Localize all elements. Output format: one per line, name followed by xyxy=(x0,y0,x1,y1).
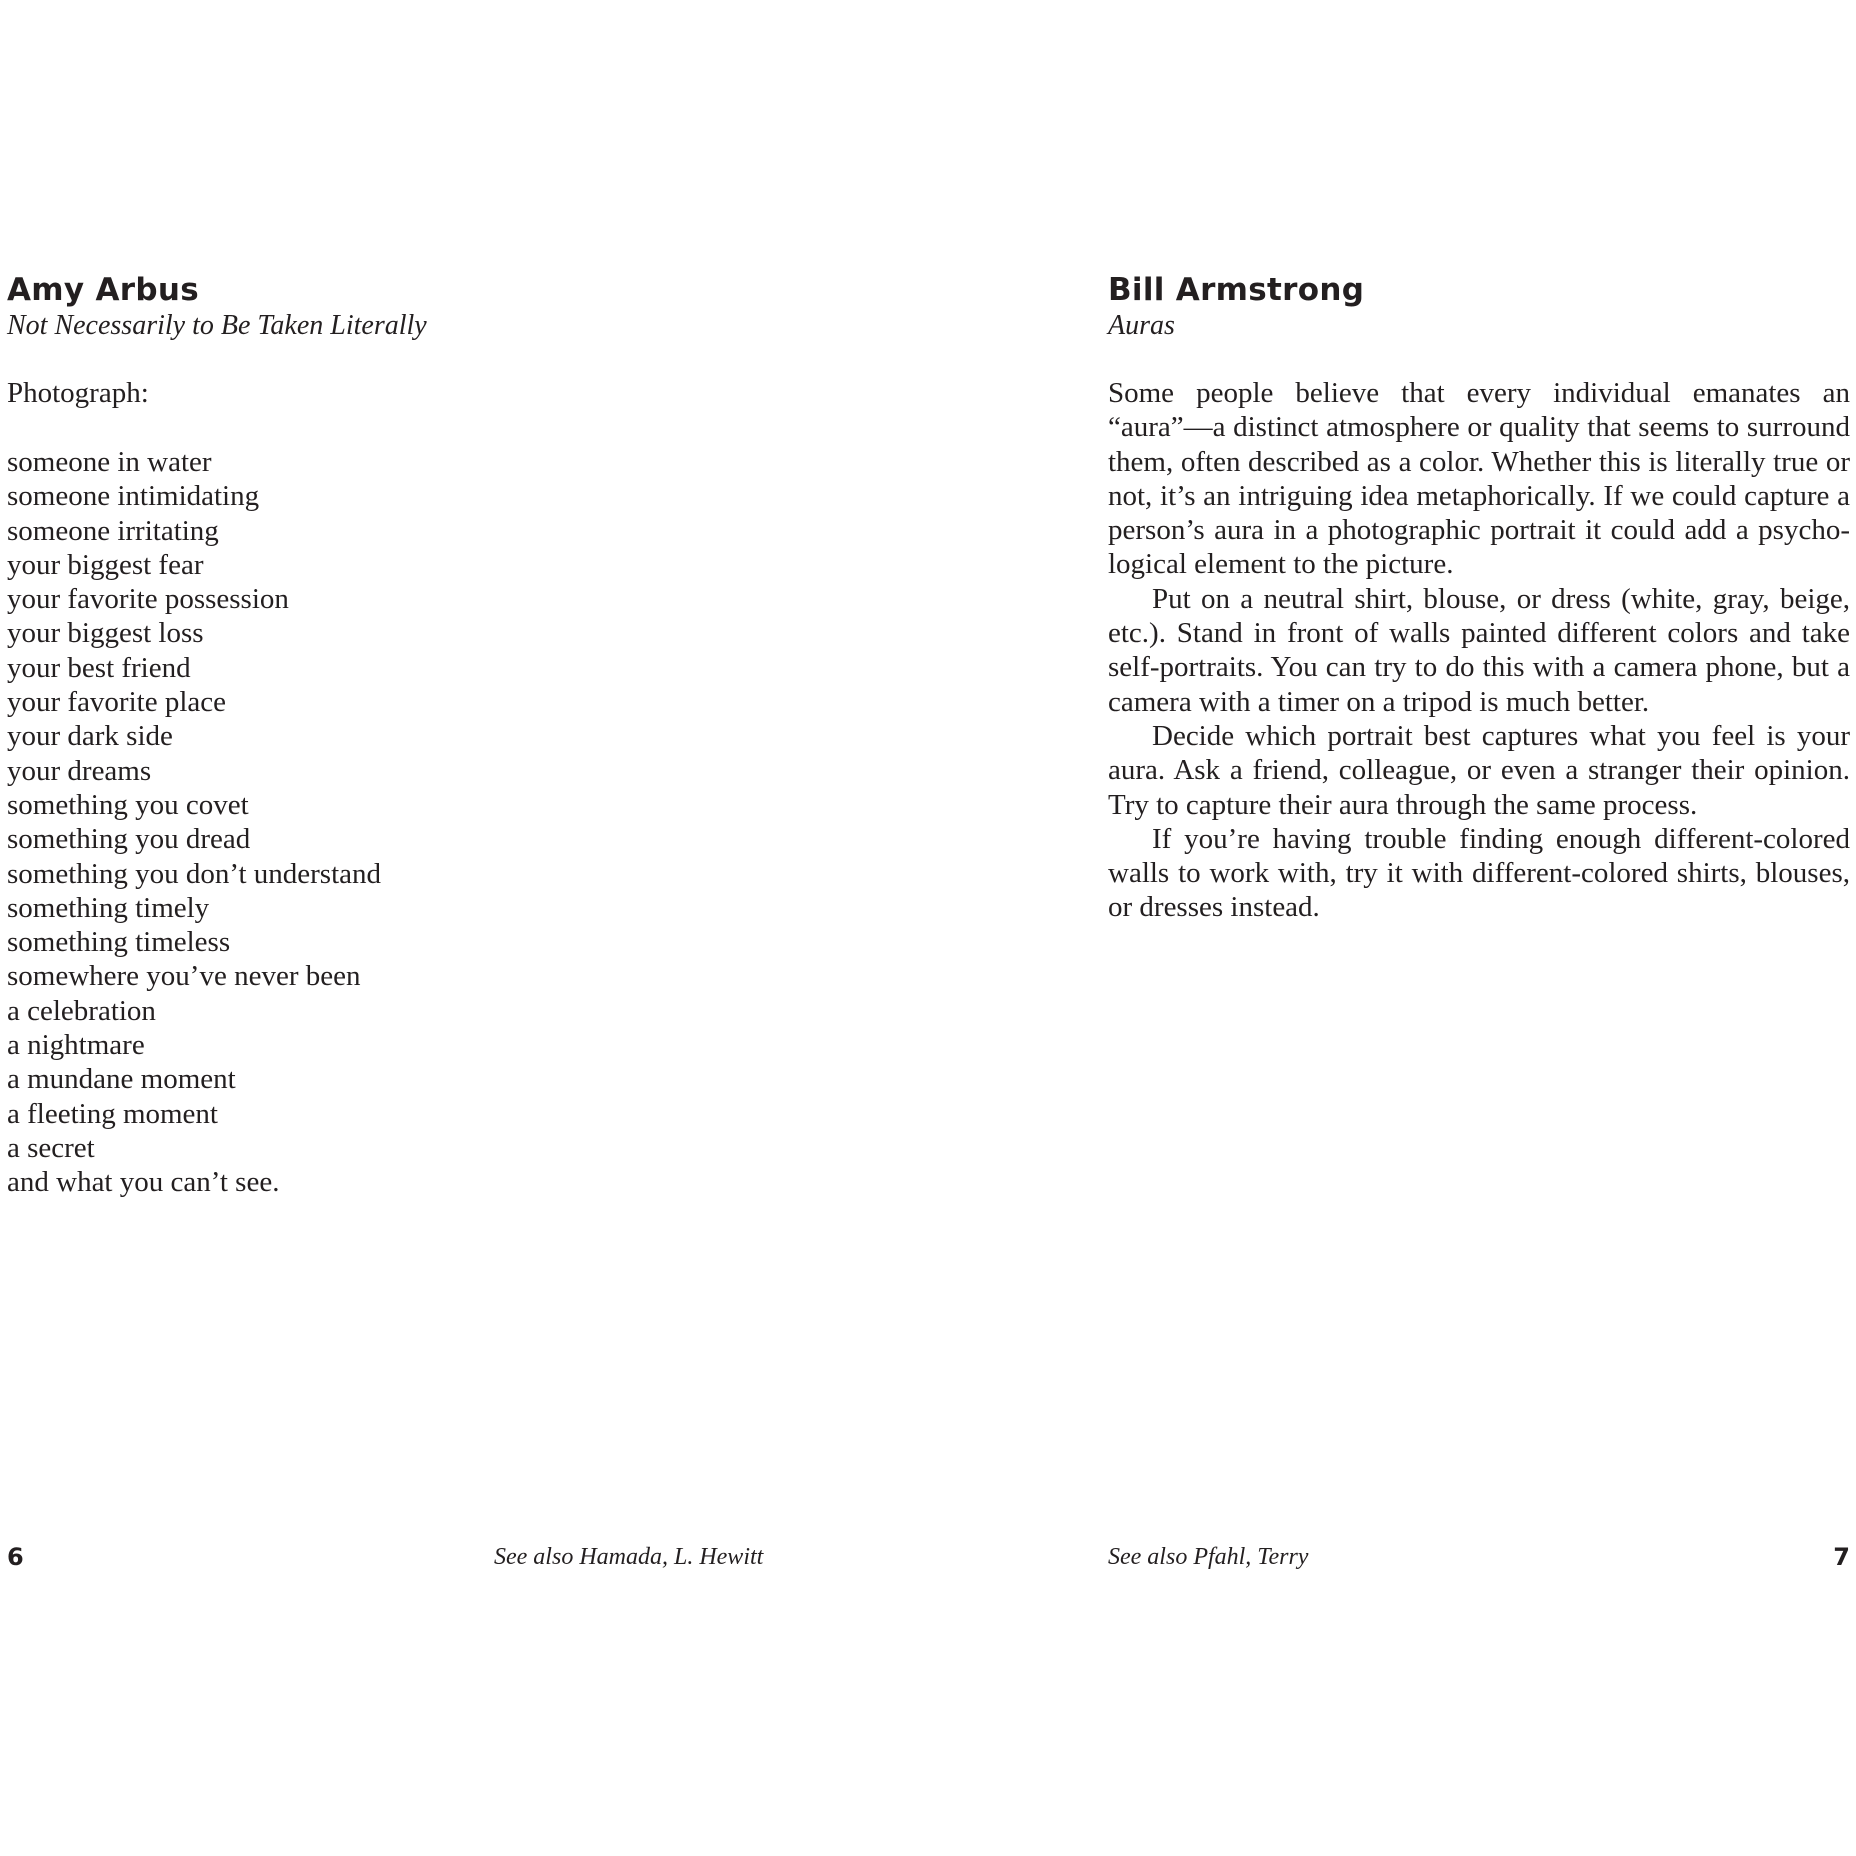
paragraph: If you’re having trouble finding enough different-colored walls to work with, try it with different-colored shirts, blouses, or dresses instead. xyxy=(1108,822,1850,924)
list-item: your dreams xyxy=(7,754,152,787)
list-item: something you covet xyxy=(7,788,249,821)
list-item: your dark side xyxy=(7,720,173,753)
author-name: Amy Arbus xyxy=(7,272,199,308)
author-name: Bill Armstrong xyxy=(1108,272,1365,308)
work-title: Not Necessarily to Be Taken Literally xyxy=(7,310,427,341)
see-also-note: See also Pfahl, Terry xyxy=(1108,1544,1309,1570)
list-item: your biggest fear xyxy=(7,548,204,581)
list-item: a fleeting moment xyxy=(7,1097,218,1130)
list-item: a nightmare xyxy=(7,1029,145,1062)
body-text xyxy=(1108,376,1850,925)
paragraph: Put on a neutral shirt, blouse, or dress (white, gray, beige, etc.). Stand in front of walls painted different colors and take self-portraits. You can try to do this with a camera phone, but a camera with a timer on a tripod is much better. xyxy=(1108,582,1850,718)
list-item: someone in water xyxy=(7,446,212,478)
prompt-list xyxy=(7,445,381,1200)
list-item: your biggest loss xyxy=(7,617,204,650)
intro-text: Photograph: xyxy=(7,377,149,409)
work-title: Auras xyxy=(1108,310,1175,341)
list-item: your favorite place xyxy=(7,686,227,719)
page-number: 7 xyxy=(1833,1543,1850,1571)
page-number: 6 xyxy=(7,1543,24,1571)
list-item: something you dread xyxy=(7,823,251,856)
list-item: a mundane moment xyxy=(7,1063,236,1096)
list-item: somewhere you’ve never been xyxy=(7,960,361,993)
list-item: a secret xyxy=(7,1131,95,1164)
see-also-note: See also Hamada, L. Hewitt xyxy=(494,1544,764,1570)
paragraph: Some people believe that every individual emanates an “aura”—a distinct atmosphere or quality that seems to surround them, often described as a color. Whether this is literally true or not, it’s an intriguing idea metaphorically. If we could capture a person’s aura in a photographic portrait it could add a psychological element to the picture. xyxy=(1108,377,1850,581)
list-item: a celebration xyxy=(7,994,156,1027)
list-item: and what you can’t see. xyxy=(7,1166,280,1199)
list-item: something timeless xyxy=(7,926,231,959)
list-item: your favorite possession xyxy=(7,583,289,616)
list-item: your best friend xyxy=(7,651,191,684)
list-item: someone intimidating xyxy=(7,480,260,513)
list-item: someone irritating xyxy=(7,514,219,547)
list-item: something you don’t understand xyxy=(7,857,382,890)
paragraph: Decide which portrait best captures what you feel is your aura. Ask a friend, colleague, or even a stranger their opinion. Try to capture their aura through the same process. xyxy=(1108,719,1850,821)
list-item: something timely xyxy=(7,891,210,924)
